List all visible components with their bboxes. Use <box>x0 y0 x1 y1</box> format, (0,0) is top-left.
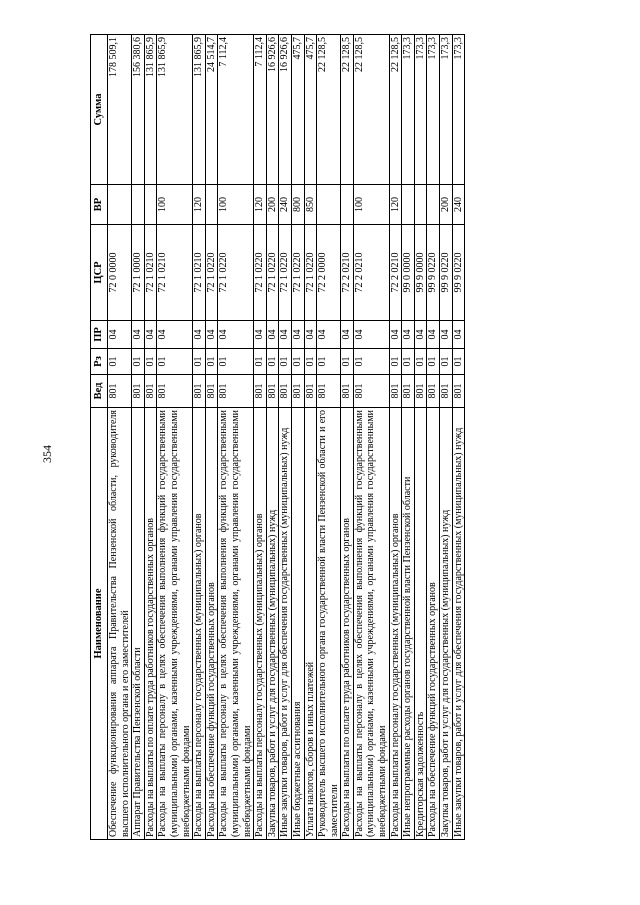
row-name: Расходы на выплаты по оплате труда работников государственных органов <box>341 408 354 840</box>
header-pr: ПР <box>91 321 108 349</box>
row-name: Расходы на выплаты персоналу государственных (муниципальных) органов <box>389 408 402 840</box>
row-sum: 22 128,5 <box>353 35 389 185</box>
row-csr: 99 9 0220 <box>427 225 440 321</box>
row-vr <box>144 185 157 225</box>
row-vr <box>414 185 427 225</box>
row-rz: 01 <box>157 349 193 375</box>
row-rz: 01 <box>279 349 292 375</box>
row-pr: 04 <box>157 321 193 349</box>
row-ved: 801 <box>353 375 389 408</box>
table-row <box>266 35 279 840</box>
row-ved: 801 <box>157 375 193 408</box>
row-csr: 72 2 0210 <box>353 225 389 321</box>
row-ved: 801 <box>427 375 440 408</box>
row-ved: 801 <box>452 375 465 408</box>
row-vr: 100 <box>218 185 254 225</box>
row-pr: 04 <box>402 321 415 349</box>
row-pr: 04 <box>389 321 402 349</box>
row-sum: 7 112,4 <box>218 35 254 185</box>
row-vr: 240 <box>279 185 292 225</box>
header-rz: Рз <box>91 349 108 375</box>
row-csr: 72 1 0220 <box>218 225 254 321</box>
row-csr: 72 1 0220 <box>254 225 267 321</box>
table-row <box>452 35 465 840</box>
row-pr: 04 <box>317 321 341 349</box>
header-sum: Сумма <box>91 35 108 185</box>
row-ved: 801 <box>414 375 427 408</box>
page-number: 354 <box>40 445 54 463</box>
row-pr: 04 <box>108 321 132 349</box>
row-name: Аппарат Правительства Пензенской области <box>132 408 145 840</box>
row-sum: 173,3 <box>440 35 453 185</box>
row-csr: 99 0 0000 <box>402 225 415 321</box>
row-sum: 131 865,9 <box>193 35 206 185</box>
header-row <box>91 35 108 840</box>
row-ved: 801 <box>291 375 304 408</box>
row-vr <box>402 185 415 225</box>
row-sum: 22 128,5 <box>341 35 354 185</box>
row-ved: 801 <box>205 375 218 408</box>
budget-table <box>90 34 465 840</box>
row-sum: 173,3 <box>402 35 415 185</box>
row-pr: 04 <box>304 321 317 349</box>
row-vr: 850 <box>304 185 317 225</box>
row-ved: 801 <box>266 375 279 408</box>
row-pr: 04 <box>427 321 440 349</box>
row-rz: 01 <box>402 349 415 375</box>
row-csr: 99 9 0220 <box>440 225 453 321</box>
table-row <box>218 35 254 840</box>
row-csr: 99 9 0220 <box>452 225 465 321</box>
row-sum: 173,3 <box>427 35 440 185</box>
header-name: Наименование <box>91 408 108 840</box>
row-pr: 04 <box>205 321 218 349</box>
row-csr: 72 2 0210 <box>341 225 354 321</box>
row-ved: 801 <box>389 375 402 408</box>
row-ved: 801 <box>254 375 267 408</box>
row-rz: 01 <box>144 349 157 375</box>
row-ved: 801 <box>402 375 415 408</box>
row-vr: 240 <box>452 185 465 225</box>
row-vr: 100 <box>353 185 389 225</box>
row-name: Расходы на выплаты персоналу в целях обеспечения выполнения функций государственными (муниципальными) органами, казенными учреждениями, органами управления государственными внебюджетными фондами <box>353 408 389 840</box>
row-vr <box>317 185 341 225</box>
row-vr <box>427 185 440 225</box>
row-csr: 72 1 0000 <box>132 225 145 321</box>
row-pr: 04 <box>452 321 465 349</box>
row-rz: 01 <box>108 349 132 375</box>
table-row <box>205 35 218 840</box>
row-vr: 800 <box>291 185 304 225</box>
row-csr: 72 1 0210 <box>157 225 193 321</box>
table-row <box>304 35 317 840</box>
row-rz: 01 <box>193 349 206 375</box>
row-sum: 173,3 <box>452 35 465 185</box>
row-sum: 24 514,7 <box>205 35 218 185</box>
row-name: Закупка товаров, работ и услуг для государственных (муниципальных) нужд <box>266 408 279 840</box>
row-csr: 72 1 0220 <box>266 225 279 321</box>
table-row <box>108 35 132 840</box>
row-vr: 120 <box>389 185 402 225</box>
row-pr: 04 <box>291 321 304 349</box>
row-csr: 99 9 0000 <box>414 225 427 321</box>
row-vr <box>341 185 354 225</box>
row-rz: 01 <box>414 349 427 375</box>
row-ved: 801 <box>440 375 453 408</box>
row-pr: 04 <box>144 321 157 349</box>
row-ved: 801 <box>132 375 145 408</box>
row-rz: 01 <box>266 349 279 375</box>
row-name: Расходы на обеспечение функций государственных органов <box>205 408 218 840</box>
row-sum: 156 380,6 <box>132 35 145 185</box>
row-ved: 801 <box>341 375 354 408</box>
budget-table-rotated <box>90 35 572 840</box>
header-vr: ВР <box>91 185 108 225</box>
row-vr <box>205 185 218 225</box>
table-row <box>157 35 193 840</box>
row-name: Кредиторская задолженность <box>414 408 427 840</box>
row-ved: 801 <box>279 375 292 408</box>
row-sum: 173,3 <box>414 35 427 185</box>
table-row <box>279 35 292 840</box>
row-name: Иные бюджетные ассигнования <box>291 408 304 840</box>
row-vr: 100 <box>157 185 193 225</box>
row-sum: 22 128,5 <box>317 35 341 185</box>
row-vr: 200 <box>266 185 279 225</box>
row-rz: 01 <box>440 349 453 375</box>
row-ved: 801 <box>108 375 132 408</box>
row-sum: 7 112,4 <box>254 35 267 185</box>
row-vr: 120 <box>254 185 267 225</box>
row-sum: 475,7 <box>304 35 317 185</box>
row-pr: 04 <box>414 321 427 349</box>
row-rz: 01 <box>427 349 440 375</box>
table-row <box>132 35 145 840</box>
row-rz: 01 <box>317 349 341 375</box>
row-pr: 04 <box>279 321 292 349</box>
row-name: Расходы на выплаты персоналу государственных (муниципальных) органов <box>254 408 267 840</box>
row-vr: 200 <box>440 185 453 225</box>
table-row <box>440 35 453 840</box>
row-pr: 04 <box>353 321 389 349</box>
row-ved: 801 <box>304 375 317 408</box>
table-row <box>317 35 341 840</box>
row-pr: 04 <box>266 321 279 349</box>
row-rz: 01 <box>304 349 317 375</box>
row-vr: 120 <box>193 185 206 225</box>
row-pr: 04 <box>218 321 254 349</box>
table-row <box>254 35 267 840</box>
table-body <box>108 35 465 840</box>
row-pr: 04 <box>254 321 267 349</box>
row-csr: 72 1 0220 <box>304 225 317 321</box>
row-ved: 801 <box>317 375 341 408</box>
row-rz: 01 <box>291 349 304 375</box>
budget-table-frame <box>90 35 572 840</box>
row-csr: 72 2 0000 <box>317 225 341 321</box>
row-rz: 01 <box>132 349 145 375</box>
row-name: Иные непрограммные расходы органов государственной власти Пензенской области <box>402 408 415 840</box>
header-csr: ЦСР <box>91 225 108 321</box>
header-ved: Вед <box>91 375 108 408</box>
row-rz: 01 <box>389 349 402 375</box>
row-sum: 22 128,5 <box>389 35 402 185</box>
table-row <box>402 35 415 840</box>
row-vr <box>108 185 132 225</box>
row-pr: 04 <box>440 321 453 349</box>
table-row <box>193 35 206 840</box>
row-name: Руководитель высшего исполнительного органа государственной власти Пензенской области и его заместители <box>317 408 341 840</box>
row-csr: 72 1 0220 <box>291 225 304 321</box>
row-pr: 04 <box>341 321 354 349</box>
row-pr: 04 <box>132 321 145 349</box>
row-name: Иные закупки товаров, работ и услуг для обеспечения государственных (муниципальных) нужд <box>279 408 292 840</box>
row-name: Расходы на выплаты по оплате труда работников государственных органов <box>144 408 157 840</box>
row-rz: 01 <box>341 349 354 375</box>
table-row <box>144 35 157 840</box>
row-name: Иные закупки товаров, работ и услуг для обеспечения государственных (муниципальных) нужд <box>452 408 465 840</box>
row-name: Расходы на обеспечение функций государственных органов <box>427 408 440 840</box>
row-ved: 801 <box>144 375 157 408</box>
row-ved: 801 <box>218 375 254 408</box>
row-name: Расходы на выплаты персоналу в целях обеспечения выполнения функций государственными (муниципальными) органами, казенными учреждениями, органами управления государственными внебюджетными фондами <box>218 408 254 840</box>
row-pr: 04 <box>193 321 206 349</box>
row-ved: 801 <box>193 375 206 408</box>
table-row <box>341 35 354 840</box>
row-csr: 72 2 0210 <box>389 225 402 321</box>
table-row <box>427 35 440 840</box>
row-csr: 72 1 0210 <box>144 225 157 321</box>
row-csr: 72 1 0220 <box>205 225 218 321</box>
row-sum: 131 865,9 <box>144 35 157 185</box>
row-rz: 01 <box>205 349 218 375</box>
row-name: Расходы на выплаты персоналу государственных (муниципальных) органов <box>193 408 206 840</box>
table-header <box>91 35 108 840</box>
row-sum: 16 926,6 <box>266 35 279 185</box>
row-sum: 178 509,1 <box>108 35 132 185</box>
row-vr <box>132 185 145 225</box>
row-name: Уплата налогов, сборов и иных платежей <box>304 408 317 840</box>
row-csr: 72 0 0000 <box>108 225 132 321</box>
row-sum: 131 865,9 <box>157 35 193 185</box>
row-sum: 16 926,6 <box>279 35 292 185</box>
table-row <box>414 35 427 840</box>
row-csr: 72 1 0220 <box>279 225 292 321</box>
row-sum: 475,7 <box>291 35 304 185</box>
row-name: Расходы на выплаты персоналу в целях обеспечения выполнения функций государственными (муниципальными) органами, казенными учреждениями, органами управления государственными внебюджетными фондами <box>157 408 193 840</box>
row-rz: 01 <box>452 349 465 375</box>
row-rz: 01 <box>254 349 267 375</box>
row-csr: 72 1 0210 <box>193 225 206 321</box>
row-rz: 01 <box>218 349 254 375</box>
table-row <box>291 35 304 840</box>
row-name: Обеспечение функционирования аппарата Правительства Пензенской области, руководителя высшего исполнительного органа и его заместителей <box>108 408 132 840</box>
row-rz: 01 <box>353 349 389 375</box>
table-row <box>389 35 402 840</box>
table-row <box>353 35 389 840</box>
row-name: Закупка товаров, работ и услуг для государственных (муниципальных) нужд <box>440 408 453 840</box>
